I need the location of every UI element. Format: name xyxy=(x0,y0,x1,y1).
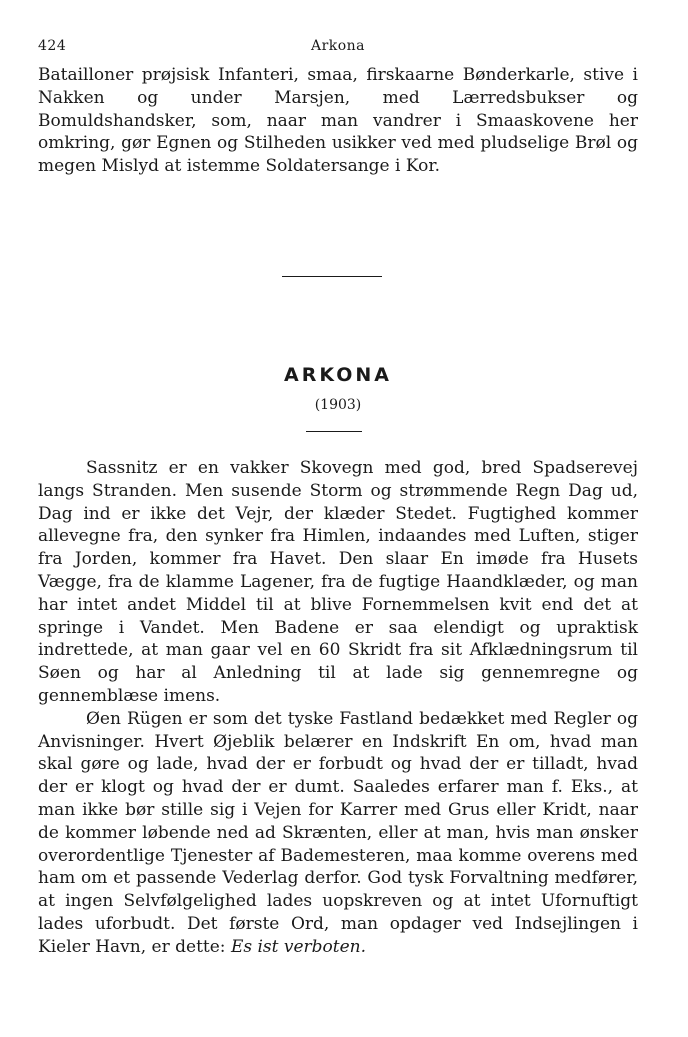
page-header xyxy=(38,38,638,58)
continued-paragraph-block xyxy=(38,64,638,178)
section-divider xyxy=(282,276,382,277)
paragraph-2-text: Øen Rügen er som det tyske Fastland bedækket med Regler og Anvisninger. Hvert Øjeblik belærer en Indskrift En om, hvad man skal gøre og lade, hvad der er forbudt og hvad der er tilladt, hvad der er klogt og hvad der er dumt. Saaledes erfarer man f. Eks., at man ikke bør stille sig i Vejen for Karrer med Grus eller Kridt, naar de kommer løbende ned ad Skrænten, eller at man, hvis man ønsker overordentlige Tjenester af Bademesteren, maa komme overens med ham om et passende Vederlag derfor. God tysk Forvaltning medfører, at ingen Selvfølgelighed lades uopskreven og at intet Ufornuftigt lades uforbudt. Det første Ord, man opdager ved Indsejlingen i Kieler Havn, er dette: xyxy=(38,708,638,957)
paragraph-2-quote: Es ist verboten. xyxy=(230,936,367,957)
running-title: Arkona xyxy=(310,38,366,54)
chapter-body xyxy=(38,457,638,959)
page-number: 424 xyxy=(38,38,67,54)
chapter-year: (1903) xyxy=(314,397,362,413)
continued-paragraph: Batailloner prøjsisk Infanteri, smaa, firskaarne Bønderkarle, stive i Nakken og under Marsjen, med Lærredsbukser og Bomuldshandsker, som, naar man vandrer i Smaaskovene her omkring, gør Egnen og Stilheden usikker ved med pludselige Brøl og megen Mislyd at istemme Soldatersange i Kor. xyxy=(38,65,638,177)
paragraph-2 xyxy=(38,708,638,959)
chapter-title: ARKONA xyxy=(284,364,392,386)
paragraph-1: Sassnitz er en vakker Skovegn med god, bred Spadserevej langs Stranden. Men susende Storm og strømmende Regn Dag ud, Dag ind er ikke det Vejr, der klæder Stedet. Fugtighed kommer allevegne fra, den synker fra Himlen, indaandes med Luften, stiger fra Jorden, kommer fra Havet. Den slaar En imøde fra Husets Vægge, fra de klamme Lagener, fra de fugtige Haandklæder, og man har intet andet Middel til at blive Fornemmelsen kvit end det at springe i Vandet. Men Badene er saa elendigt og upraktisk indrettede, at man gaar vel en 60 Skridt fra sit Afklædningsrum til Søen og har al Anledning til at lade sig gennemregne og gennemblæse imens. xyxy=(38,458,638,706)
title-underline xyxy=(306,431,362,432)
book-page xyxy=(38,0,638,1037)
